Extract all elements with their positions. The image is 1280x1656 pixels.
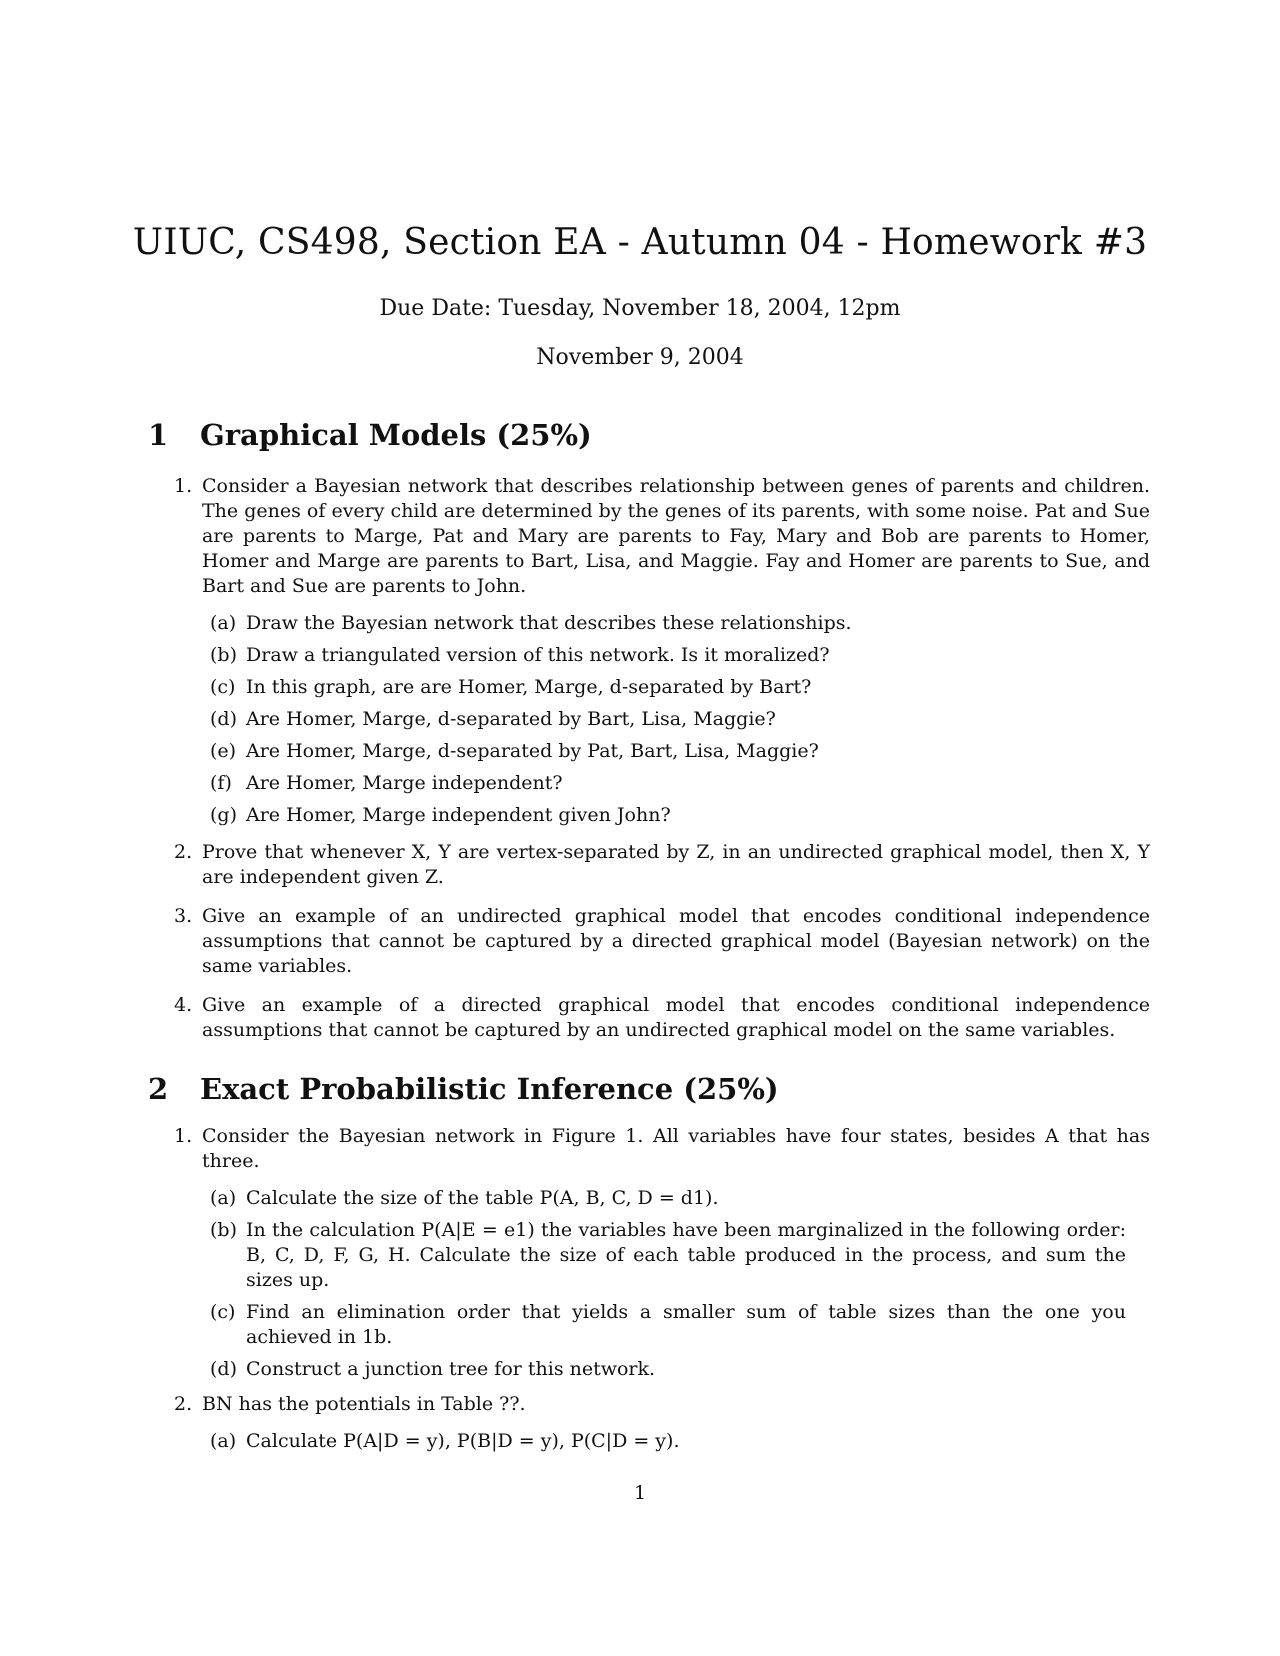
list-item xyxy=(174,1124,1150,1382)
subitem xyxy=(210,1218,1126,1293)
subitem xyxy=(210,803,1126,828)
subitem xyxy=(210,1186,1126,1211)
subitem-text: In the calculation P(A|E = e1) the variables have been marginalized in the following order: B, C, D, F, G, H. Calculate the size of each table produced in the process, and sum the sizes up. xyxy=(246,1219,1126,1291)
subitem-label: (b) xyxy=(210,1219,237,1241)
item-text: Consider a Bayesian network that describes relationship between genes of parents and children. The genes of every child are determined by the genes of its parents, with some noise. Pat and Sue are parents to Marge, Pat and Mary are parents to Fay, Mary and Bob are parents to Homer, Homer and Marge are parents to Bart, Lisa, and Maggie. Fay and Homer are parents to Sue, and Bart and Sue are parents to John. xyxy=(202,475,1150,597)
subitem xyxy=(210,739,1126,764)
item-text: BN has the potentials in Table ??. xyxy=(202,1393,526,1415)
item-text: Give an example of a directed graphical model that encodes conditional independence assumptions that cannot be captured by an undirected graphical model on the same variables. xyxy=(202,994,1150,1041)
item-text: Give an example of an undirected graphical model that encodes conditional independence assumptions that cannot be captured by a directed graphical model (Bayesian network) on the same variables. xyxy=(202,905,1150,977)
list-item xyxy=(174,993,1150,1043)
subitem-text: Draw a triangulated version of this network. Is it moralized? xyxy=(246,644,830,666)
subitem xyxy=(210,1357,1126,1382)
subitem-label: (a) xyxy=(210,612,237,634)
subitem xyxy=(210,1429,1126,1454)
subitem-list xyxy=(210,1429,1150,1454)
section-heading xyxy=(148,1072,1148,1106)
section-number: 2 xyxy=(148,1072,169,1106)
item-text: Consider the Bayesian network in Figure 1. All variables have four states, besides A that has three. xyxy=(202,1125,1150,1172)
subitem-text: Find an elimination order that yields a smaller sum of table sizes than the one you achieved in 1b. xyxy=(246,1301,1126,1348)
subitem-label: (g) xyxy=(210,804,237,826)
subitem-label: (c) xyxy=(210,1301,236,1323)
item-number: 1. xyxy=(174,475,193,497)
subitem-text: Calculate P(A|D = y), P(B|D = y), P(C|D = y). xyxy=(246,1430,680,1452)
document-title: UIUC, CS498, Section EA - Autumn 04 - Homework #3 xyxy=(132,222,1148,263)
subitem xyxy=(210,643,1126,668)
subitem xyxy=(210,707,1126,732)
item-number: 2. xyxy=(174,1393,193,1415)
subitem-text: Construct a junction tree for this network. xyxy=(246,1358,656,1380)
subitem-text: Are Homer, Marge independent given John? xyxy=(246,804,671,826)
section-number: 1 xyxy=(148,418,169,452)
item-number: 4. xyxy=(174,994,193,1016)
list-item xyxy=(174,904,1150,979)
subitem-list xyxy=(210,611,1150,828)
section-graphical-models xyxy=(148,418,1148,1043)
item-number: 3. xyxy=(174,905,193,927)
subitem-list xyxy=(210,1186,1150,1382)
list-item xyxy=(174,474,1150,828)
subitem xyxy=(210,675,1126,700)
document-date: November 9, 2004 xyxy=(536,345,744,370)
subitem-text: Calculate the size of the table P(A, B, C, D = d1). xyxy=(246,1187,719,1209)
subitem xyxy=(210,1300,1126,1350)
subitem-text: Are Homer, Marge, d-separated by Pat, Bart, Lisa, Maggie? xyxy=(246,740,819,762)
item-number: 1. xyxy=(174,1125,193,1147)
subitem-label: (c) xyxy=(210,676,236,698)
subitem-text: Draw the Bayesian network that describes these relationships. xyxy=(246,612,852,634)
subitem xyxy=(210,771,1126,796)
due-date: Due Date: Tuesday, November 18, 2004, 12pm xyxy=(379,296,901,321)
item-text: Prove that whenever X, Y are vertex-separated by Z, in an undirected graphical model, then X, Y are independent given Z. xyxy=(202,841,1150,888)
subitem-label: (d) xyxy=(210,708,237,730)
subitem-label: (a) xyxy=(210,1187,237,1209)
subitem-text: Are Homer, Marge independent? xyxy=(246,772,563,794)
subitem-label: (e) xyxy=(210,740,237,762)
section-exact-inference xyxy=(148,1072,1148,1461)
subitem-text: Are Homer, Marge, d-separated by Bart, Lisa, Maggie? xyxy=(246,708,776,730)
subitem-label: (b) xyxy=(210,644,237,666)
list-item xyxy=(174,840,1150,890)
subitem-label: (d) xyxy=(210,1358,237,1380)
section-title: Graphical Models (25%) xyxy=(200,418,592,452)
subitem-label: (a) xyxy=(210,1430,237,1452)
page-number: 1 xyxy=(633,1482,647,1504)
section-title: Exact Probabilistic Inference (25%) xyxy=(200,1072,779,1106)
list-item xyxy=(174,1392,1150,1454)
subitem-text: In this graph, are are Homer, Marge, d-separated by Bart? xyxy=(246,676,812,698)
subitem xyxy=(210,611,1126,636)
item-number: 2. xyxy=(174,841,193,863)
section-heading xyxy=(148,418,1148,452)
subitem-label: (f) xyxy=(210,772,232,794)
